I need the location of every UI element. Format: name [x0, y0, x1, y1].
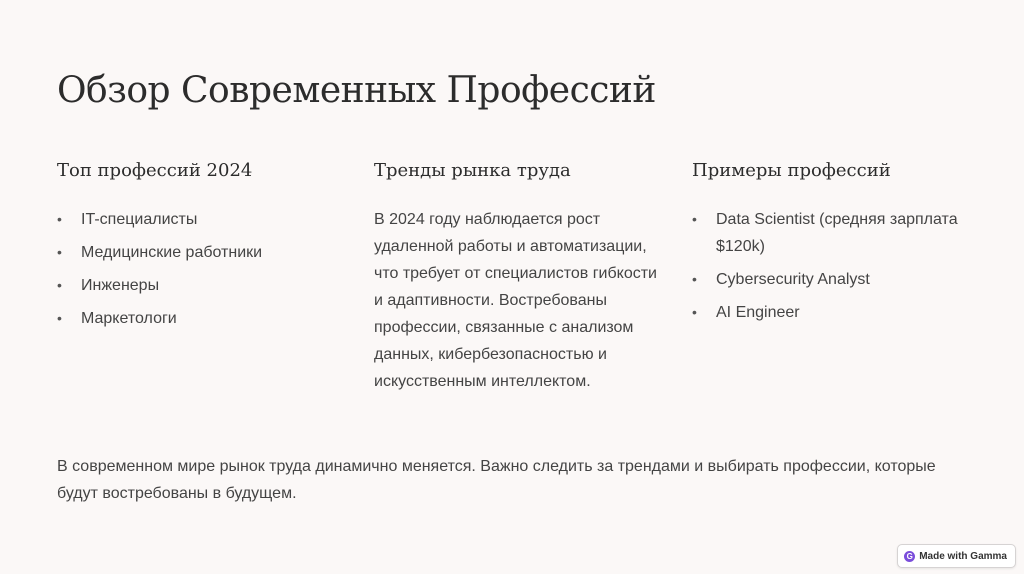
list-item-text: Инженеры [81, 277, 160, 294]
column-labor-trends [374, 160, 664, 395]
list-item-text: IT-специалисты [81, 211, 198, 228]
bullet-icon: • [57, 277, 62, 293]
column-heading: Примеры профессий [692, 160, 891, 181]
bullet-icon: • [692, 211, 697, 227]
bullet-icon: • [57, 310, 62, 326]
list-item [57, 272, 357, 299]
list-item [692, 299, 992, 326]
slide-title: Обзор Современных Профессий [57, 70, 656, 111]
examples-list [692, 206, 992, 326]
column-profession-examples [692, 160, 992, 332]
column-heading: Топ профессий 2024 [57, 160, 253, 181]
list-item-text: AI Engineer [716, 304, 800, 321]
made-with-gamma-badge[interactable] [897, 544, 1016, 568]
column-heading: Тренды рынка труда [374, 160, 571, 181]
column-top-professions [57, 160, 357, 338]
list-item-text: Data Scientist (средняя зарплата $120k) [716, 211, 958, 255]
list-item [57, 206, 357, 233]
list-item [57, 305, 357, 332]
bullet-icon: • [692, 271, 697, 287]
list-item-text: Cybersecurity Analyst [716, 271, 870, 288]
badge-label: Made with Gamma [919, 550, 1007, 562]
bullet-icon: • [57, 244, 62, 260]
bullet-icon: • [692, 304, 697, 320]
list-item [692, 206, 992, 260]
list-item [57, 239, 357, 266]
list-item [692, 266, 992, 293]
list-item-text: Медицинские работники [81, 244, 263, 261]
summary-text: В современном мире рынок труда динамично меняется. Важно следить за трендами и выбирать профессии, которые будут востребованы в будущем. [57, 458, 936, 502]
professions-list [57, 206, 357, 332]
trends-paragraph: В 2024 году наблюдается рост удаленной работы и автоматизации, что требует от специалистов гибкости и адаптивности. Востребованы профессии, связанные с анализом данных, кибербезопасностью и искусственным интеллектом. [374, 211, 657, 390]
gamma-logo-icon: G [904, 551, 915, 562]
bullet-icon: • [57, 211, 62, 227]
list-item-text: Маркетологи [81, 310, 177, 327]
